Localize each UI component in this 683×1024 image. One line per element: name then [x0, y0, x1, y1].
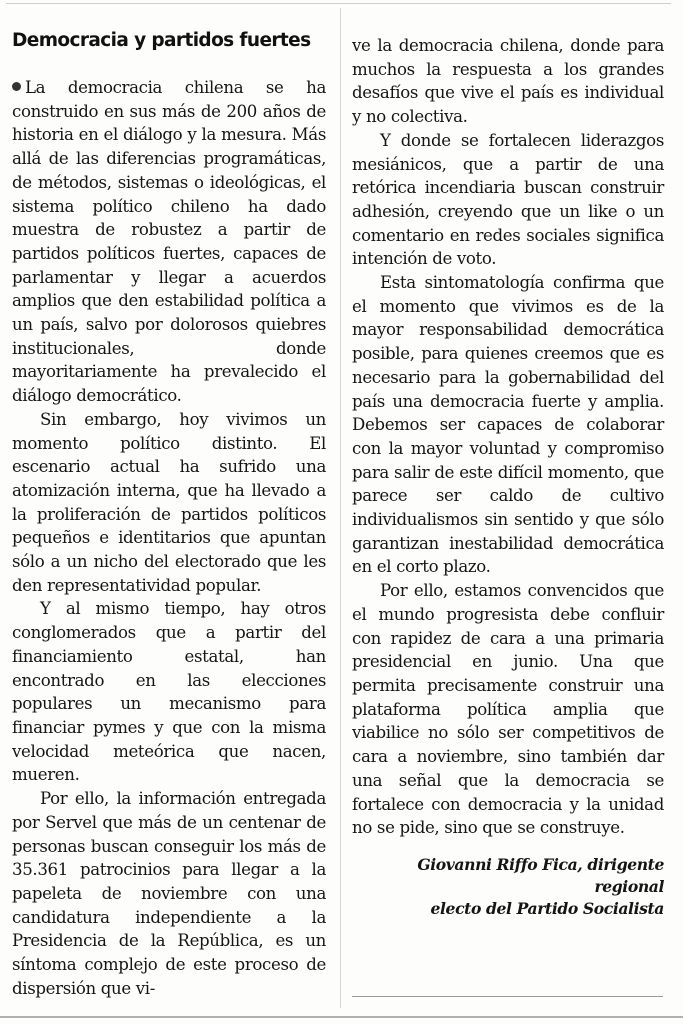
paragraph-1-text: La democracia chilena se ha construido en sus más de 200 años de historia en el diálogo y la mesura. Más allá de las diferencias programáticas, de métodos, sistemas o ideológicas, el sistema político chileno ha dado muestra de robustez a partir de partidos políticos fuertes, capaces de parlamentar y llegar a acuerdos amplios que den estabilidad política a un país, salvo por dolorosos quiebres institucionales, donde mayoritariamente ha prevalecido el diálogo democrático.: [12, 78, 326, 406]
paragraph-1: [12, 76, 326, 408]
paragraph-6: Y donde se fortalecen liderazgos mesiánicos, que a partir de una retórica incendiaria buscan construir adhesión, creyendo que un like o un comentario en redes sociales significa intención de voto.: [352, 130, 664, 269]
paragraph-3: Y al mismo tiempo, hay otros conglomerados que a partir del financiamiento estatal, han encontrado en las elecciones populares un mecanismo para financiar pymes y que con la misma velocidad meteórica que nacen, mueren.: [12, 599, 326, 785]
bullet-icon: [12, 82, 21, 91]
top-rule: [6, 3, 671, 4]
signature-line-2: electo del Partido Socialista: [430, 898, 664, 918]
bottom-rule: [0, 1016, 683, 1018]
signature-line-1: Giovanni Riffo Fica, dirigente regional: [417, 854, 664, 896]
column-divider: [340, 8, 341, 1008]
paragraph-2: Sin embargo, hoy vivimos un momento político distinto. El escenario actual ha sufrido una atomización interna, que ha llevado a la proliferación de partidos políticos pequeños e identitarios que apuntan sólo a un nicho del electorado que les den representatividad popular.: [12, 409, 326, 595]
signature-rule: [352, 996, 663, 997]
paragraph-7: Esta sintomatología confirma que el momento que vivimos es de la mayor responsabilidad democrática posible, para quienes creemos que es necesario para la gobernabilidad del país una democracia fuerte y amplia. Debemos ser capaces de colaborar con la mayor voluntad y compromiso para salir de este difícil momento, que parece ser caldo de cultivo individualismos sin sentido y que sólo garantizan inestabilidad democrática en el corto plazo.: [352, 273, 664, 577]
article-headline: Democracia y partidos fuertes: [12, 30, 311, 51]
left-column: [12, 28, 326, 1000]
paragraph-4: Por ello, la información entregada por Servel que más de un centenar de personas buscan conseguir los más de 35.361 patrocinios para llegar a la papeleta de noviembre con una candidatura independiente a la Presidencia de la República, es un síntoma complejo de este proceso de dispersión que vi-: [12, 789, 326, 998]
author-signature: [352, 854, 664, 920]
paragraph-8: Por ello, estamos convencidos que el mundo progresista debe confluir con rapidez de cara a una primaria presidencial en junio. Una que permita precisamente construir una plataforma política amplia que viabilice no sólo ser competitivos de cara a noviembre, sino también dar una señal que la democracia se fortalece con democracia y la unidad no se pide, sino que se construye.: [352, 581, 664, 838]
right-column: [352, 34, 664, 920]
paragraph-5: ve la democracia chilena, donde para muchos la respuesta a los grandes desafíos que vive el país es individual y no colectiva.: [352, 36, 664, 127]
